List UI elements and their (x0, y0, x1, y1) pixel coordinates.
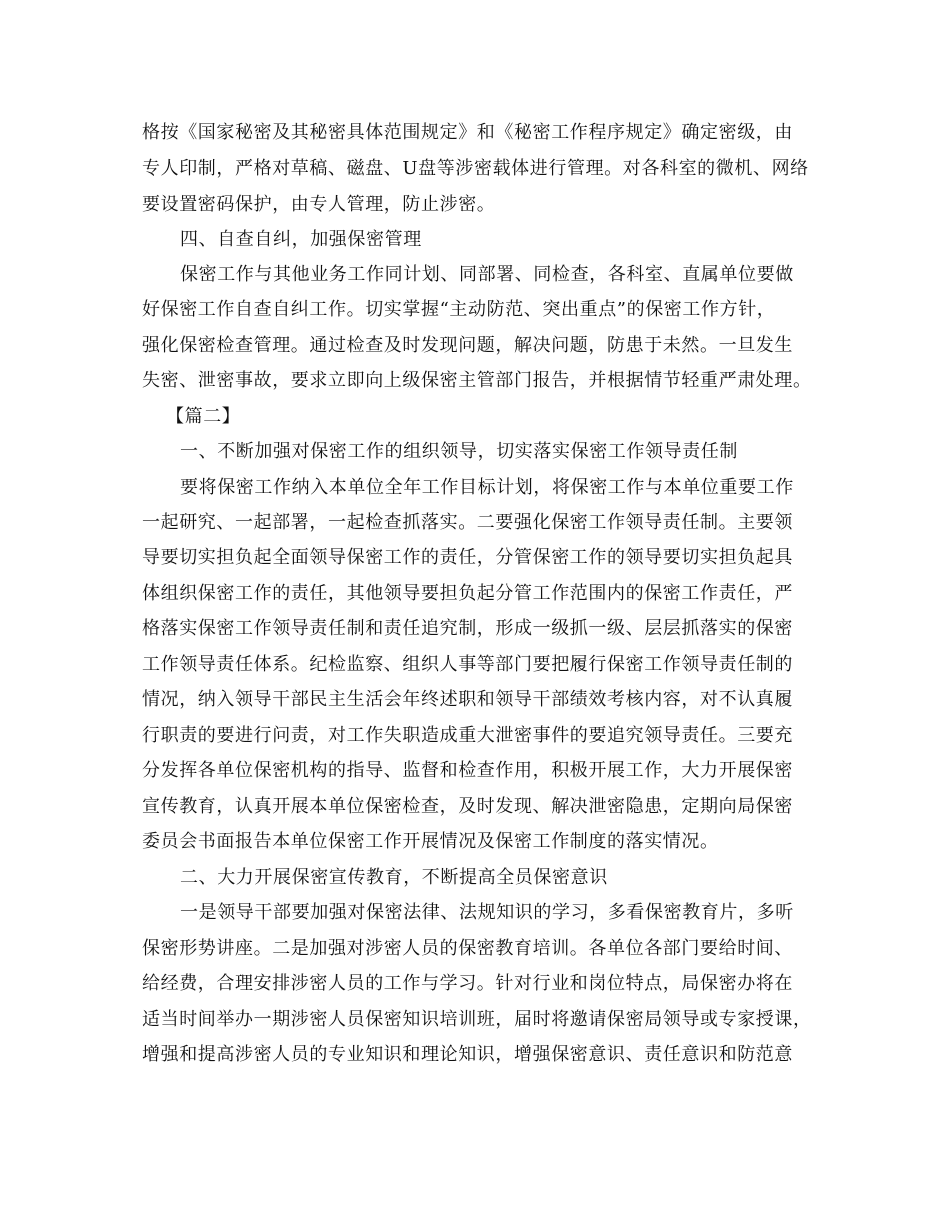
text-line: 要设置密码保护，由专人管理，防止涉密。 (142, 194, 496, 215)
text-line: 强化保密检查管理。通过检查及时发现问题，解决问题，防患于未然。一旦发生 (142, 335, 793, 356)
text-line: 一起研究、一起部署，一起检查抓落实。二要强化保密工作领导责任制。主要领 (142, 512, 793, 533)
text-line: 保密工作与其他业务工作同计划、同部署、同检查，各科室、直属单位要做 (180, 264, 794, 285)
text-line: 增强和提高涉密人员的专业知识和理论知识，增强保密意识、责任意识和防范意 (142, 1044, 793, 1065)
text-line: 格按《国家秘密及其秘密具体范围规定》和《秘密工作程序规定》确定密级，由 (142, 122, 793, 143)
text-line: 保密形势讲座。二是加强对涉密人员的保密教育培训。各单位各部门要给时间、 (142, 938, 793, 959)
section-heading: 一、不断加强对保密工作的组织领导，切实落实保密工作领导责任制 (180, 441, 738, 462)
text-line: 适当时间举办一期涉密人员保密知识培训班，届时将邀请保密局领导或专家授课， (142, 1009, 812, 1030)
text-line: 行职责的要进行问责，对工作失职造成重大泄密事件的要追究领导责任。三要充 (142, 725, 793, 746)
part-heading: 【篇二】 (166, 406, 241, 427)
text-line: 情况，纳入领导干部民主生活会年终述职和领导干部绩效考核内容，对不认真履 (142, 689, 793, 710)
text-line: 宣传教育，认真开展本单位保密检查，及时发现、解决泄密隐患，定期向局保密 (142, 796, 793, 817)
text-line: 一是领导干部要加强对保密法律、法规知识的学习，多看保密教育片，多听 (180, 902, 794, 923)
text-line: 格落实保密工作领导责任制和责任追究制，形成一级抓一级、层层抓落实的保密 (142, 618, 793, 639)
text-line: 体组织保密工作的责任，其他领导要担负起分管工作范围内的保密工作责任，严 (142, 583, 793, 604)
section-heading: 二、大力开展保密宣传教育，不断提高全员保密意识 (180, 867, 608, 888)
section-heading: 四、自查自纠，加强保密管理 (180, 229, 422, 250)
text-line: 要将保密工作纳入本单位全年工作目标计划，将保密工作与本单位重要工作 (180, 477, 794, 498)
text-line: 专人印制，严格对草稿、磁盘、U盘等涉密载体进行管理。对各科室的微机、网络 (142, 158, 809, 179)
text-line: 分发挥各单位保密机构的指导、监督和检查作用，积极开展工作，大力开展保密 (142, 760, 793, 781)
text-line: 委员会书面报告本单位保密工作开展情况及保密工作制度的落实情况。 (142, 831, 719, 852)
text-line: 失密、泄密事故，要求立即向上级保密主管部门报告，并根据情节轻重严肃处理。 (142, 370, 812, 391)
text-line: 工作领导责任体系。纪检监察、组织人事等部门要把履行保密工作领导责任制的 (142, 654, 793, 675)
text-line: 好保密工作自查自纠工作。切实掌握“主动防范、突出重点”的保密工作方针， (142, 299, 776, 320)
text-line: 导要切实担负起全面领导保密工作的责任，分管保密工作的领导要切实担负起具 (142, 547, 793, 568)
text-line: 给经费，合理安排涉密人员的工作与学习。针对行业和岗位特点，局保密办将在 (142, 973, 793, 994)
